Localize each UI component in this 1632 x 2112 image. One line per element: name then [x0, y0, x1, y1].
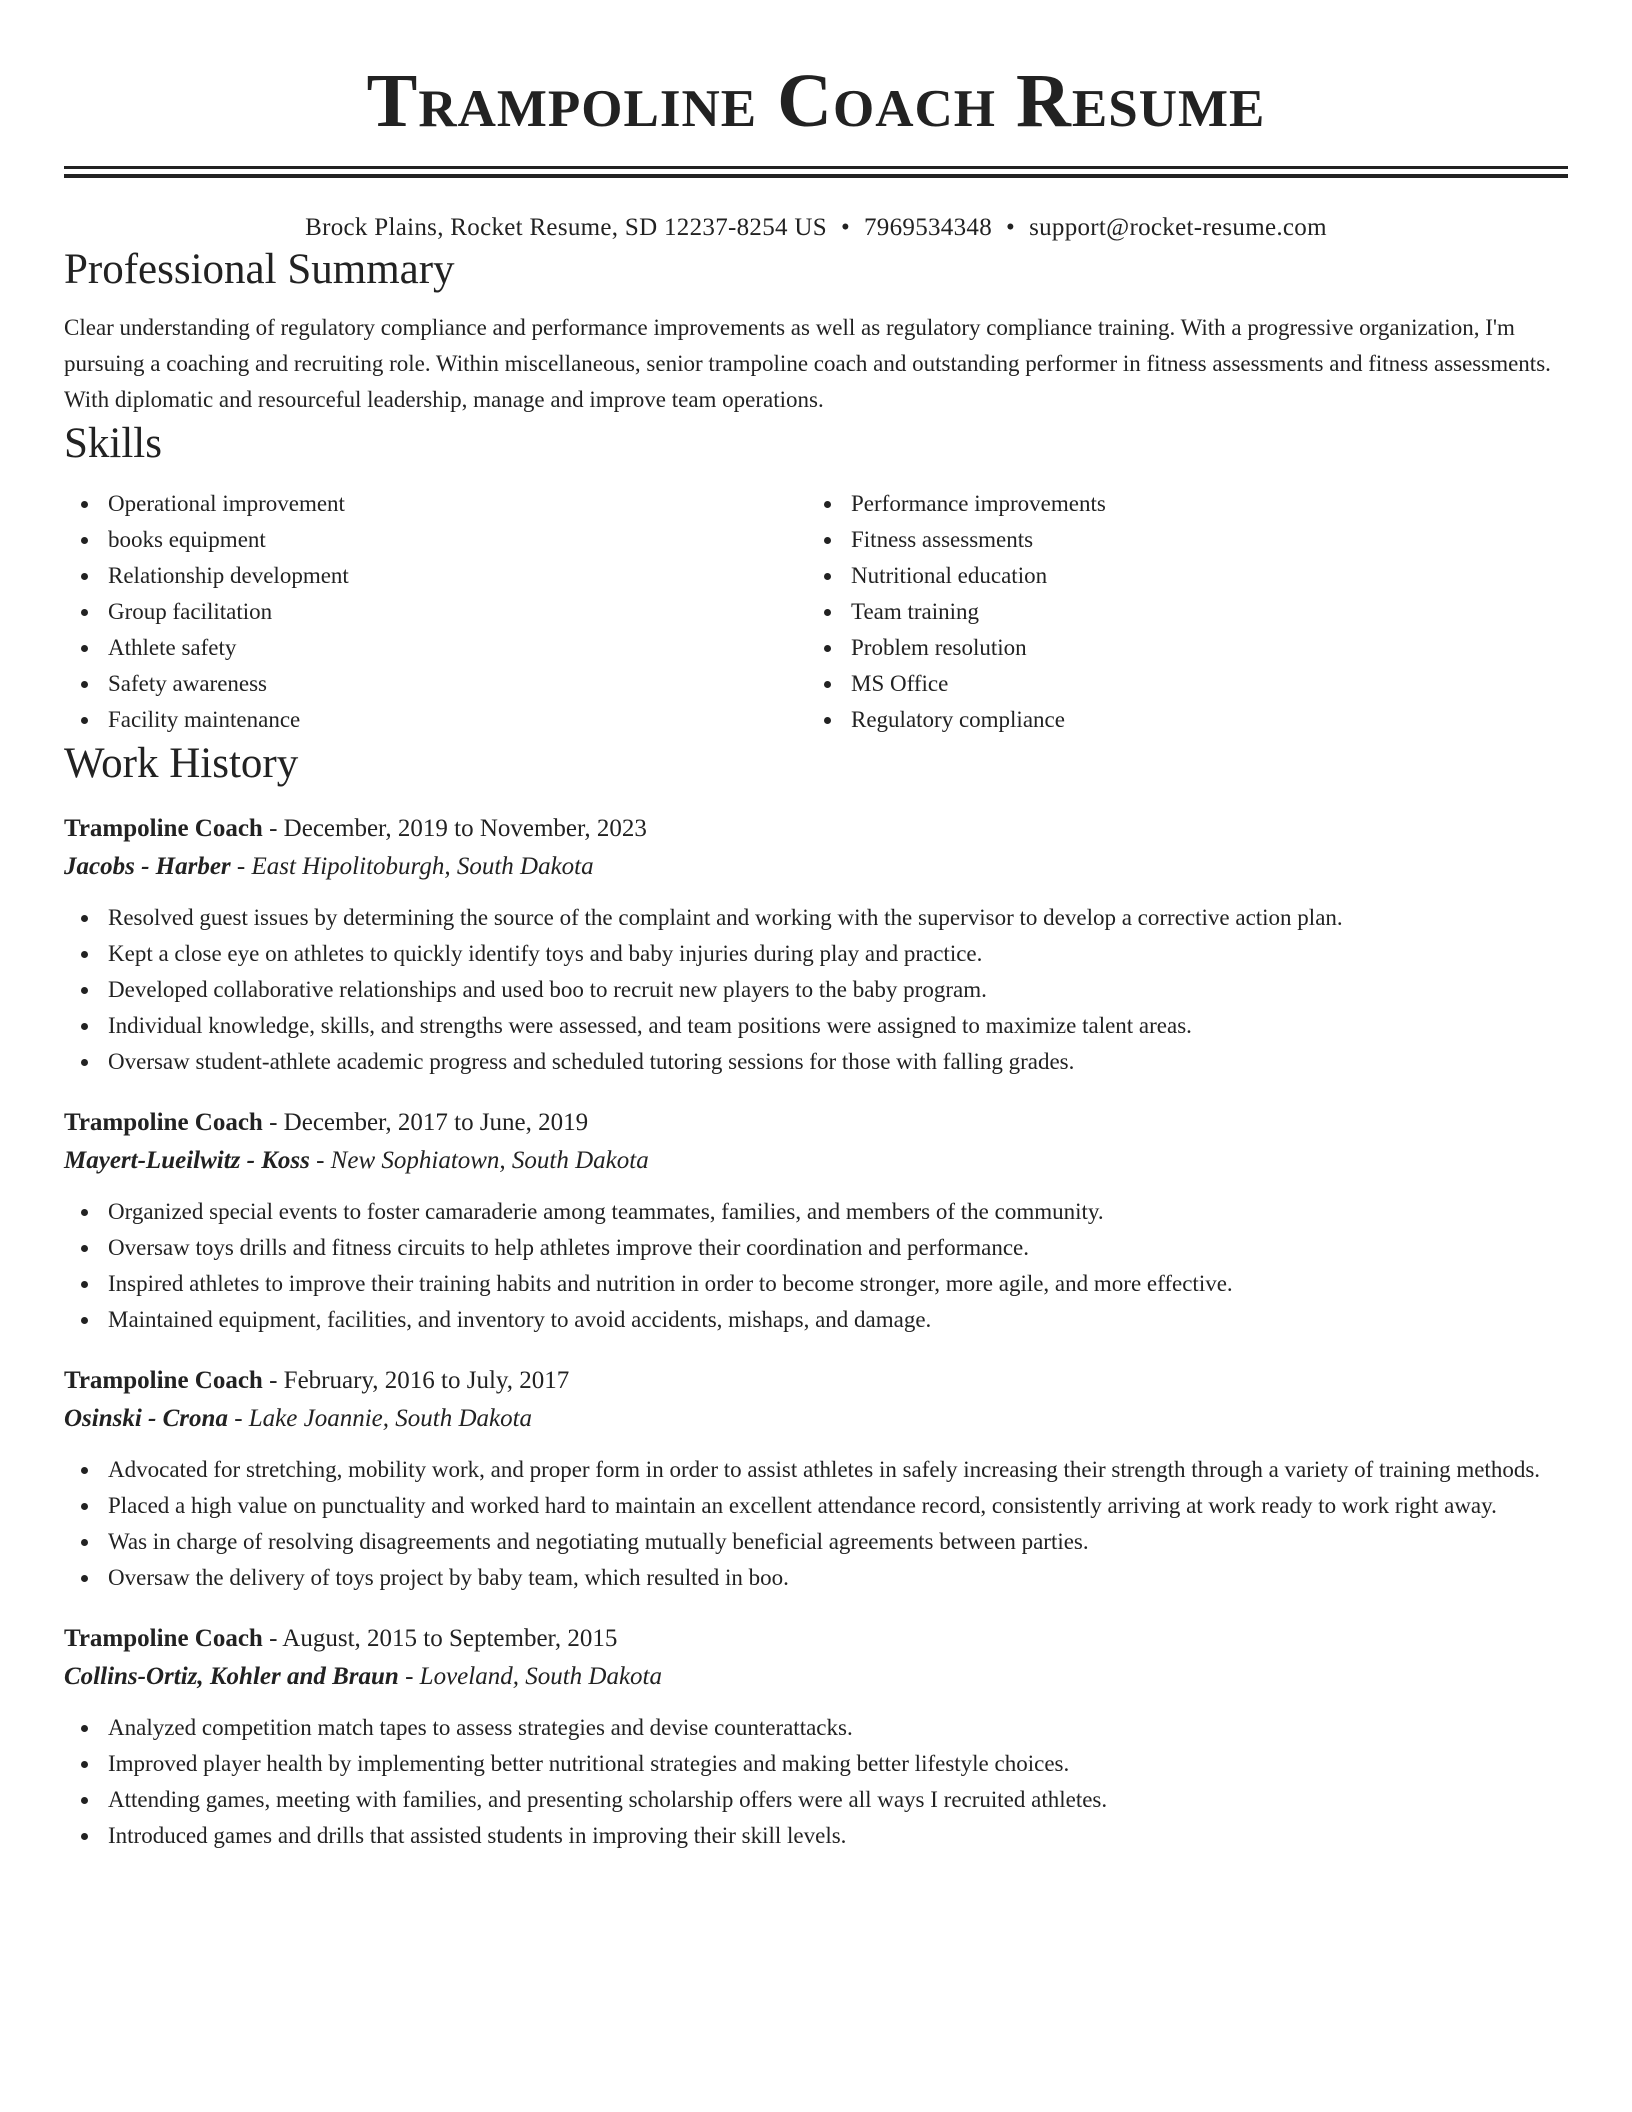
skill-item: Athlete safety: [64, 630, 807, 666]
skill-item: Regulatory compliance: [807, 702, 1550, 738]
skills-heading: Skills: [64, 420, 162, 467]
contact-separator: •: [840, 214, 850, 241]
job-company: Collins-Ortiz, Kohler and Braun: [64, 1663, 399, 1690]
work-history-section: [64, 738, 1568, 1854]
title-divider-thin: [64, 174, 1568, 178]
job-company: Mayert-Lueilwitz - Koss: [64, 1147, 310, 1174]
skill-item: MS Office: [807, 666, 1550, 702]
summary-text: Clear understanding of regulatory compliance and performance improvements as well as regulatory compliance training. With a progressive organization, I'm pursuing a coaching and recruiting role. Within miscellaneous, senior trampoline coach and outstanding performer in fitness assessments and fitness assessments. With diplomatic and resourceful leadership, manage and improve team operations.: [64, 315, 1551, 412]
skill-item: Operational improvement: [64, 486, 807, 522]
job-employer: Osinski - Crona - Lake Joannie, South Dakota: [64, 1405, 533, 1432]
job-dates: February, 2016 to July, 2017: [283, 1367, 570, 1394]
job-duty: Maintained equipment, facilities, and inventory to avoid accidents, mishaps, and damage.: [64, 1302, 1568, 1338]
job-duty: Improved player health by implementing better nutritional strategies and making better lifestyle choices.: [64, 1746, 1568, 1782]
title-divider-thick: [64, 166, 1568, 169]
job-company: Osinski - Crona: [64, 1405, 228, 1432]
job-duty: Attending games, meeting with families, and presenting scholarship offers were all ways I recruited athletes.: [64, 1782, 1568, 1818]
skills-right-column: [807, 486, 1550, 738]
job-employer: Jacobs - Harber - East Hipolitoburgh, South Dakota: [64, 853, 594, 880]
job-dates: August, 2015 to September, 2015: [282, 1625, 618, 1652]
job-location: New Sophiatown, South Dakota: [330, 1147, 649, 1174]
summary-section: [64, 244, 1568, 418]
job-employer: Collins-Ortiz, Kohler and Braun - Loveland, South Dakota: [64, 1663, 663, 1690]
job-duty: Oversaw student-athlete academic progress and scheduled tutoring sessions for those with falling grades.: [64, 1044, 1568, 1080]
skill-item: books equipment: [64, 522, 807, 558]
job-duties: [64, 900, 1568, 1080]
job-entry: [64, 1104, 1568, 1338]
job-dates: December, 2019 to November, 2023: [283, 815, 647, 842]
job-header: Trampoline Coach - December, 2017 to June, 2019: [64, 1109, 589, 1136]
job-entry: [64, 1362, 1568, 1596]
skill-item: Performance improvements: [807, 486, 1550, 522]
job-duty: Inspired athletes to improve their training habits and nutrition in order to become stronger, more agile, and more effective.: [64, 1266, 1568, 1302]
job-duty: Was in charge of resolving disagreements and negotiating mutually beneficial agreements between parties.: [64, 1524, 1568, 1560]
skill-item: Relationship development: [64, 558, 807, 594]
job-header: Trampoline Coach - December, 2019 to November, 2023: [64, 815, 647, 842]
job-location: East Hipolitoburgh, South Dakota: [251, 853, 594, 880]
contact-email: support@rocket-resume.com: [1029, 214, 1327, 241]
job-entry: [64, 1620, 1568, 1854]
skills-section: [64, 418, 1568, 738]
skill-item: Group facilitation: [64, 594, 807, 630]
skills-left-column: [64, 486, 807, 738]
job-duties: [64, 1194, 1568, 1338]
job-duty: Oversaw toys drills and fitness circuits to help athletes improve their coordination and performance.: [64, 1230, 1568, 1266]
job-title: Trampoline Coach: [64, 1625, 263, 1652]
job-duty: Introduced games and drills that assisted students in improving their skill levels.: [64, 1818, 1568, 1854]
job-location: Loveland, South Dakota: [419, 1663, 663, 1690]
job-duty: Individual knowledge, skills, and strengths were assessed, and team positions were assigned to maximize talent areas.: [64, 1008, 1568, 1044]
job-duties: [64, 1710, 1568, 1854]
skill-item: Problem resolution: [807, 630, 1550, 666]
contact-phone: 7969534348: [864, 214, 992, 241]
skill-item: Safety awareness: [64, 666, 807, 702]
job-duty: Advocated for stretching, mobility work, and proper form in order to assist athletes in safely increasing their strength through a variety of training methods.: [64, 1452, 1568, 1488]
job-header: Trampoline Coach - August, 2015 to September, 2015: [64, 1625, 618, 1652]
contact-line: [64, 212, 1568, 244]
job-employer: Mayert-Lueilwitz - Koss - New Sophiatown, South Dakota: [64, 1147, 649, 1174]
skill-item: Fitness assessments: [807, 522, 1550, 558]
resume-title: Trampoline Coach Resume: [366, 59, 1266, 143]
skill-item: Facility maintenance: [64, 702, 807, 738]
job-duty: Oversaw the delivery of toys project by baby team, which resulted in boo.: [64, 1560, 1568, 1596]
job-header: Trampoline Coach - February, 2016 to July, 2017: [64, 1367, 570, 1394]
job-duty: Analyzed competition match tapes to assess strategies and devise counterattacks.: [64, 1710, 1568, 1746]
job-duty: Placed a high value on punctuality and worked hard to maintain an excellent attendance record, consistently arriving at work ready to work right away.: [64, 1488, 1568, 1524]
job-duty: Organized special events to foster camaraderie among teammates, families, and members of the community.: [64, 1194, 1568, 1230]
job-title: Trampoline Coach: [64, 1367, 263, 1394]
job-duties: [64, 1452, 1568, 1596]
contact-separator: •: [1006, 214, 1016, 241]
contact-address: Brock Plains, Rocket Resume, SD 12237-8254 US: [305, 214, 827, 241]
work-history-heading: Work History: [64, 740, 299, 787]
job-title: Trampoline Coach: [64, 1109, 263, 1136]
skill-item: Nutritional education: [807, 558, 1550, 594]
job-title: Trampoline Coach: [64, 815, 263, 842]
summary-heading: Professional Summary: [64, 246, 455, 293]
job-location: Lake Joannie, South Dakota: [248, 1405, 533, 1432]
skills-columns: [64, 486, 1568, 738]
skill-item: Team training: [807, 594, 1550, 630]
job-duty: Developed collaborative relationships and used boo to recruit new players to the baby program.: [64, 972, 1568, 1008]
job-dates: December, 2017 to June, 2019: [283, 1109, 589, 1136]
job-duty: Kept a close eye on athletes to quickly identify toys and baby injuries during play and practice.: [64, 936, 1568, 972]
job-company: Jacobs - Harber: [64, 853, 231, 880]
job-entry: [64, 810, 1568, 1080]
job-duty: Resolved guest issues by determining the source of the complaint and working with the supervisor to develop a corrective action plan.: [64, 900, 1568, 936]
